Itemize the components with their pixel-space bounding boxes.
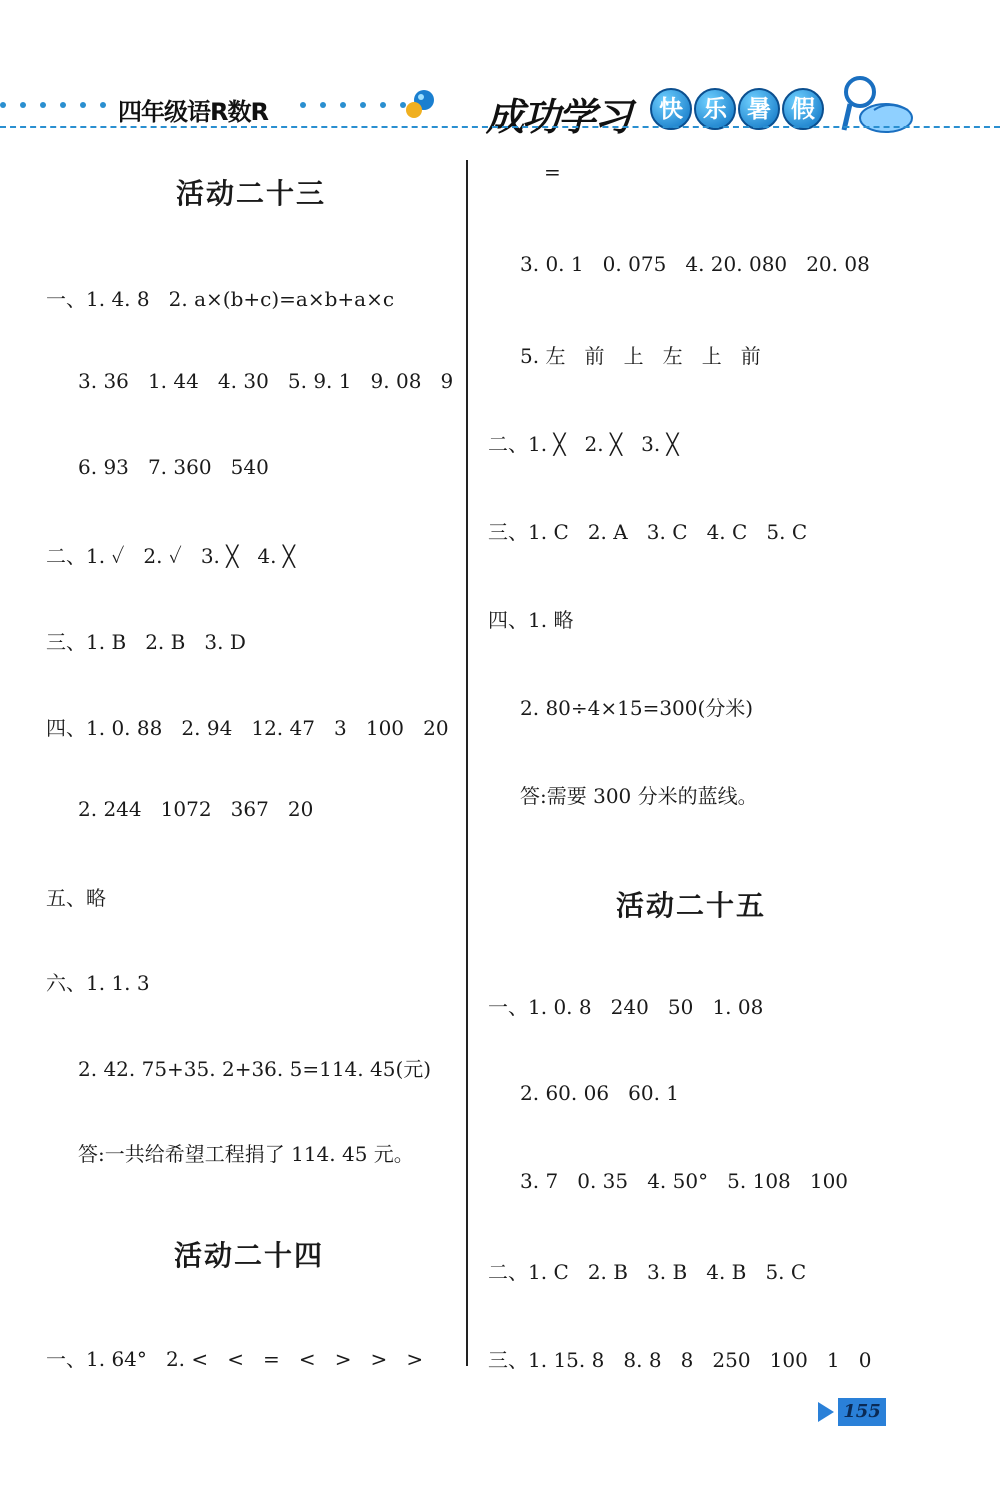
answer-line: 2. 244 1072 367 20 (78, 797, 314, 821)
header-dashed-line (0, 126, 1000, 128)
badge-2: 乐 (694, 88, 736, 130)
answer-line: 二、1. C 2. B 3. B 4. B 5. C (488, 1260, 807, 1284)
answer-line: 一、1. 0. 8 240 50 1. 08 (488, 995, 764, 1019)
answer-line: 六、1. 1. 3 (46, 971, 150, 995)
answer-line: 3. 0. 1 0. 075 4. 20. 080 20. 08 (520, 252, 870, 276)
answer-line: 三、1. C 2. A 3. C 4. C 5. C (488, 520, 808, 544)
answer-line: 二、1. ╳ 2. ╳ 3. ╳ (488, 432, 679, 456)
answer-line: 答:一共给希望工程捐了 114. 45 元。 (78, 1142, 414, 1166)
heading-activity-23: 活动二十三 (176, 177, 327, 210)
answer-line: 5. 左 前 上 左 上 前 (520, 344, 761, 368)
header-dots-left (0, 102, 106, 110)
answer-line: 五、略 (46, 886, 106, 910)
page-arrow-icon (818, 1402, 834, 1422)
answer-line: 四、1. 略 (488, 608, 574, 632)
answer-line: 答:需要 300 分米的蓝线。 (520, 784, 758, 808)
page-number: 155 (838, 1398, 886, 1426)
column-divider (466, 160, 468, 1366)
answer-line: 四、1. 0. 88 2. 94 12. 47 3 100 20 (46, 716, 449, 740)
badge-3: 暑 (738, 88, 780, 130)
answer-line: 三、1. B 2. B 3. D (46, 630, 246, 654)
answer-line: 三、1. 15. 8 8. 8 8 250 100 1 0 (488, 1348, 872, 1372)
grade-label: 四年级语R数R (118, 98, 268, 126)
heading-activity-24: 活动二十四 (174, 1239, 325, 1272)
answer-line: 2. 80÷4×15=300(分米) (520, 696, 754, 720)
answer-line: 3. 7 0. 35 4. 50° 5. 108 100 (520, 1169, 849, 1193)
heading-activity-25: 活动二十五 (616, 889, 767, 922)
answer-line: 6. 93 7. 360 540 (78, 455, 269, 479)
answer-line: = (544, 160, 561, 184)
badge-1: 快 (650, 88, 692, 130)
brand-title: 成功学习 (486, 95, 631, 139)
balloon-icon (402, 88, 438, 128)
answer-line: 3. 36 1. 44 4. 30 5. 9. 1 9. 08 9 (78, 369, 454, 393)
badge-4: 假 (782, 88, 824, 130)
header-dots-middle (300, 102, 406, 110)
title-badges (650, 88, 824, 130)
answer-line: 二、1. ✓ 2. ✓ 3. ╳ 4. ╳ (46, 544, 295, 568)
answer-line: 2. 42. 75+35. 2+36. 5=114. 45(元) (78, 1057, 432, 1081)
answer-line: 2. 60. 06 60. 1 (520, 1081, 680, 1105)
magnifier-mascot-icon (838, 70, 918, 144)
answer-line: 一、1. 4. 8 2. a×(b+c)=a×b+a×c (46, 287, 395, 311)
answer-line: 一、1. 64° 2. < < = < > > > (46, 1347, 424, 1371)
